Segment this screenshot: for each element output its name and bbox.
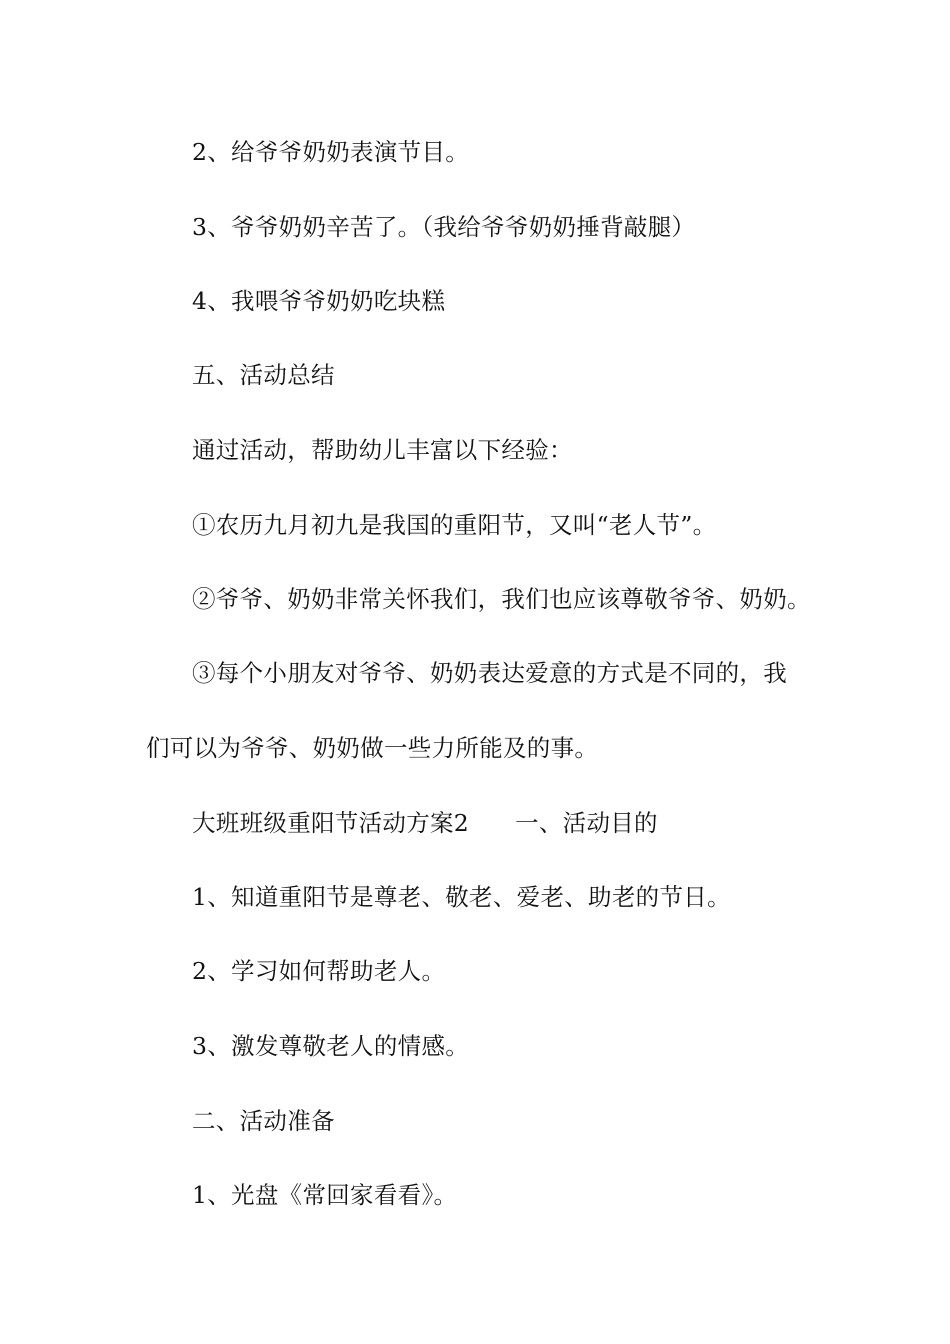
goal-item-1: 1、知道重阳节是尊老、敬老、爱老、助老的节日。 [192, 883, 731, 911]
paragraph-point-3: ③每个小朋友对爷爷、奶奶表达爱意的方式是不同的，我 [192, 659, 787, 687]
plan-title-line [192, 808, 658, 838]
preparation-item-1: 1、光盘《常回家看看》。 [192, 1181, 458, 1209]
section-heading-summary: 五、活动总结 [192, 361, 335, 389]
section-heading-preparation: 二、活动准备 [192, 1107, 335, 1135]
paragraph-item-4: 4、我喂爷爷奶奶吃块糕 [192, 287, 446, 315]
paragraph-intro: 通过活动，帮助幼儿丰富以下经验： [192, 436, 573, 464]
paragraph-item-3: 3、爷爷奶奶辛苦了。（我给爷爷奶奶捶背敲腿） [192, 213, 696, 241]
paragraph-point-1: ①农历九月初九是我国的重阳节，又叫“老人节”。 [192, 511, 717, 539]
plan-title: 大班班级重阳节活动方案2 [192, 809, 470, 837]
paragraph-item-2: 2、给爷爷奶奶表演节目。 [192, 138, 470, 166]
goal-item-3: 3、激发尊敬老人的情感。 [192, 1032, 470, 1060]
paragraph-point-2: ②爷爷、奶奶非常关怀我们，我们也应该尊敬爷爷、奶奶。 [192, 585, 811, 613]
goal-item-2: 2、学习如何帮助老人。 [192, 957, 446, 985]
section-heading-goals: 一、活动目的 [515, 809, 658, 837]
paragraph-point-3-continuation: 们可以为爷爷、奶奶做一些力所能及的事。 [146, 734, 599, 762]
